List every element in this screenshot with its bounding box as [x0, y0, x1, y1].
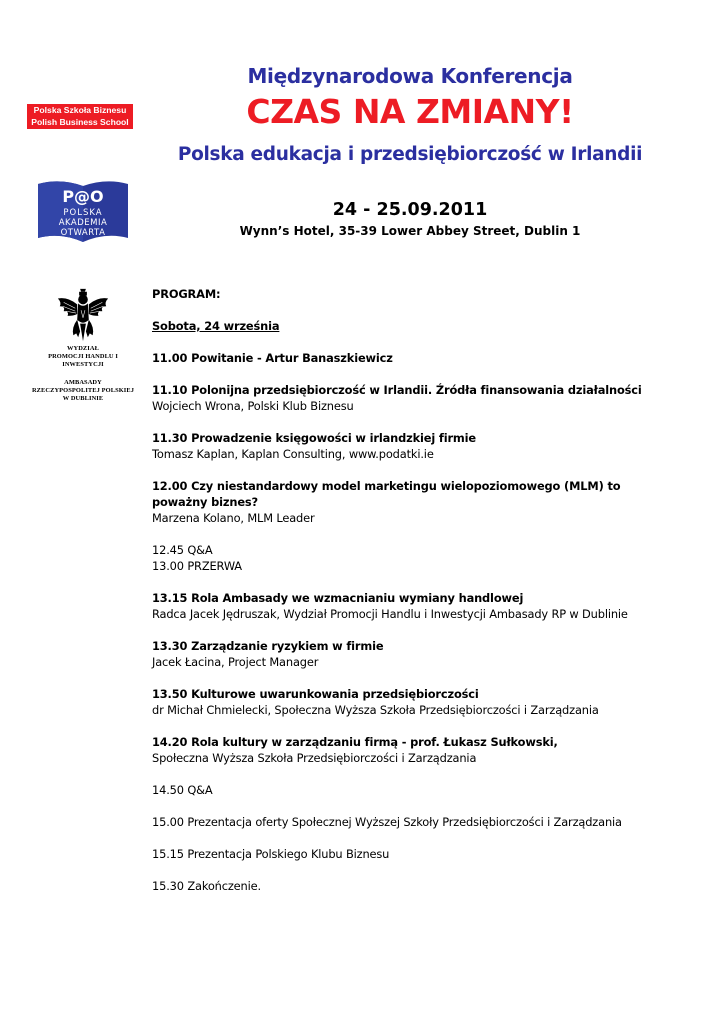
polska-akademia-otwarta-logo	[36, 180, 130, 244]
program-presentation: 15.15 Prezentacja Polskiego Klubu Biznesu	[152, 847, 390, 861]
program-item-title: 13.30 Zarządzanie ryzykiem w firmie	[152, 639, 384, 653]
program-item-title: 13.15 Rola Ambasady we wzmacnianiu wymiany handlowej	[152, 591, 524, 605]
program-break: 13.00 PRZERWA	[152, 559, 242, 573]
conference-subtitle: Polska edukacja i przedsiębiorczość w Irlandii	[177, 144, 643, 165]
program-item-speaker: Jacek Łacina, Project Manager	[152, 655, 319, 669]
program-item-title: 11.00 Powitanie - Artur Banaszkiewicz	[152, 351, 393, 365]
program-day: Sobota, 24 września	[152, 319, 280, 333]
program-qa: 12.45 Q&A	[152, 543, 213, 557]
program-item-speaker: Wojciech Wrona, Polski Klub Biznesu	[152, 399, 354, 413]
program-item-title: 12.00 Czy niestandardowy model marketingu wielopoziomowego (MLM) to	[152, 479, 621, 493]
embassy-line3: AMBASADY	[64, 379, 102, 386]
program-item-title: 13.50 Kulturowe uwarunkowania przedsiębiorczości	[152, 687, 479, 701]
polish-business-school-logo	[27, 104, 133, 129]
program-item-speaker: Radca Jacek Jędruszak, Wydział Promocji Handlu i Inwestycji Ambasady RP w Dublinie	[152, 607, 628, 621]
program-presentation: 15.00 Prezentacja oferty Społecznej Wyższej Szkoły Przedsiębiorczości i Zarządzania	[152, 815, 622, 829]
embassy-line2: PROMOCJI HANDLU I INWESTYCJI	[48, 353, 118, 368]
program-item-title: 11.10 Polonijna przedsiębiorczość w Irlandii. Źródła finansowania działalności	[152, 383, 642, 397]
program-item-speaker: Tomasz Kaplan, Kaplan Consulting, www.podatki.ie	[152, 447, 434, 461]
program-item-speaker: Społeczna Wyższa Szkoła Przedsiębiorczości i Zarządzania	[152, 751, 477, 765]
pao-line1: POLSKA	[63, 208, 103, 218]
program-closing: 15.30 Zakończenie.	[152, 879, 261, 893]
pao-line3: OTWARTA	[60, 228, 106, 238]
polish-eagle-icon	[54, 285, 112, 343]
event-date: 24 - 25.09.2011	[332, 200, 488, 220]
embassy-line1: WYDZIAŁ	[67, 345, 99, 352]
program-item-title: 14.20 Rola kultury w zarządzaniu firmą - prof. Łukasz Sułkowski,	[152, 735, 558, 749]
psb-logo-line2: Polish Business School	[31, 116, 129, 127]
pao-line2: AKADEMIA	[58, 218, 108, 228]
program-item-title: 11.30 Prowadzenie księgowości w irlandzkiej firmie	[152, 431, 476, 445]
conference-title: CZAS NA ZMIANY!	[246, 92, 574, 131]
psb-logo-line1: Polska Szkoła Biznesu	[33, 105, 127, 115]
pao-mark: P@O	[62, 187, 104, 206]
program-item-speaker: dr Michał Chmielecki, Społeczna Wyższa Szkoła Przedsiębiorczości i Zarządzania	[152, 703, 599, 717]
embassy-line4: RZECZYPOSPOLITEJ POLSKIEJ	[31, 387, 135, 394]
program-qa: 14.50 Q&A	[152, 783, 213, 797]
embassy-logo	[28, 285, 138, 403]
program-heading: PROGRAM:	[152, 287, 221, 301]
event-venue: Wynn’s Hotel, 35-39 Lower Abbey Street, Dublin 1	[239, 224, 581, 238]
program-section	[152, 286, 692, 894]
conference-label: Międzynarodowa Konferencja	[247, 64, 573, 88]
program-item-speaker: Marzena Kolano, MLM Leader	[152, 511, 315, 525]
embassy-line5: W DUBLINIE	[62, 395, 104, 402]
program-item-title-cont: poważny biznes?	[152, 495, 258, 509]
